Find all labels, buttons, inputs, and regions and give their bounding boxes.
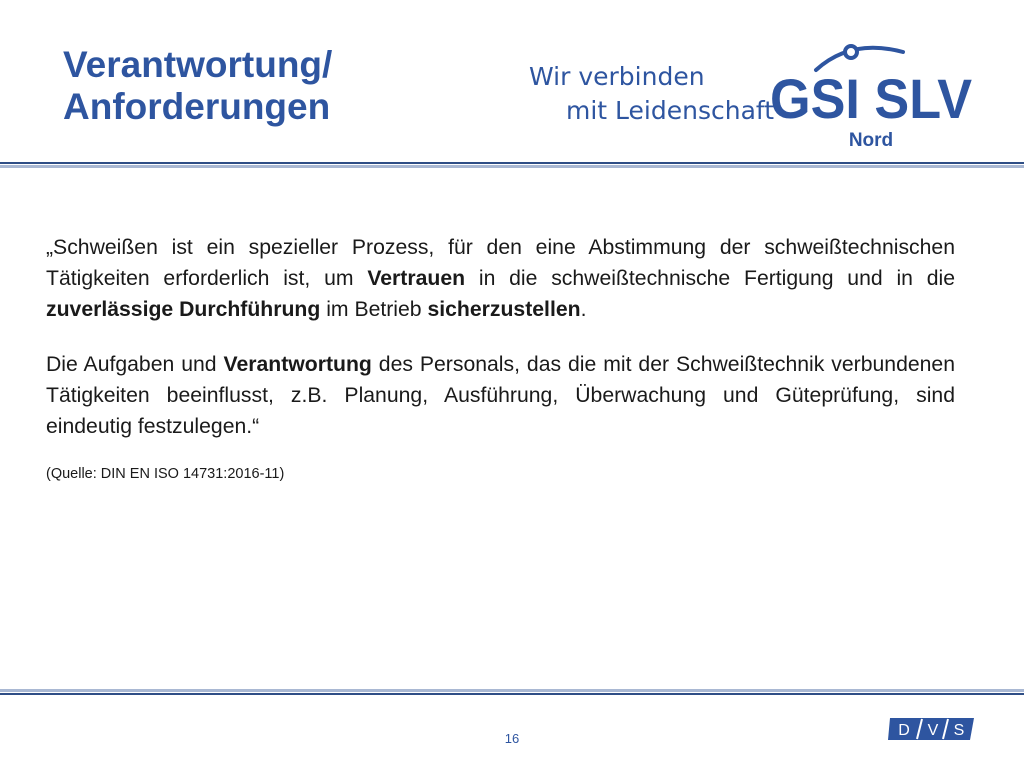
slogan xyxy=(529,60,774,128)
slogan-line-1: Wir verbinden xyxy=(529,62,705,91)
dvs-letter-d: D xyxy=(898,722,910,739)
slogan-line-2: mit Leidenschaft xyxy=(566,96,775,125)
logo-ring xyxy=(845,46,857,58)
header-divider xyxy=(0,162,1024,168)
source-citation: (Quelle: DIN EN ISO 14731:2016-11) xyxy=(46,466,285,482)
quote-paragraph-2 xyxy=(46,349,955,442)
footer-divider xyxy=(0,689,1024,695)
quote-paragraph-1 xyxy=(46,232,955,325)
paragraph-text: im Betrieb xyxy=(320,298,428,321)
paragraph-text: Die Aufgaben und xyxy=(46,353,224,376)
paragraph-text: . xyxy=(580,298,587,321)
paragraph-text: „Schweißen ist ein spezieller Prozess, für den eine Abstimmung der schweißtechnischen Tätigkeiten erforderlich ist, um xyxy=(46,236,955,290)
paragraph-text: in die schweißtechnische Fertigung und in die xyxy=(465,267,955,290)
emphasis-text: Vertrauen xyxy=(367,267,466,290)
slide-title xyxy=(63,44,332,128)
emphasis-text: zuverlässige Durchführung xyxy=(46,298,321,321)
dvs-logo xyxy=(888,716,976,742)
page-number: 16 xyxy=(504,731,520,746)
gsi-slv-nord-logo xyxy=(766,40,976,155)
emphasis-text: Verantwortung xyxy=(223,353,372,376)
slide-title-line-1: Verantwortung/ xyxy=(63,44,333,85)
logo-nord-text: Nord xyxy=(848,130,894,151)
paragraph-text: des Personals, das die mit der Schweißtechnik verbundenen Tätigkeiten beeinflusst, z.B. Planung, Ausführung, Überwachung und Güteprüfung, sind eindeutig festzulegen.“ xyxy=(46,353,955,438)
logo-gsi-slv-text: GSI SLV xyxy=(770,67,972,130)
slide-title-line-2: Anforderungen xyxy=(63,86,331,127)
emphasis-text: sicherzustellen xyxy=(427,298,581,321)
slide-body xyxy=(46,232,955,483)
dvs-letter-v: V xyxy=(927,722,939,739)
dvs-letter-s: S xyxy=(953,722,965,739)
